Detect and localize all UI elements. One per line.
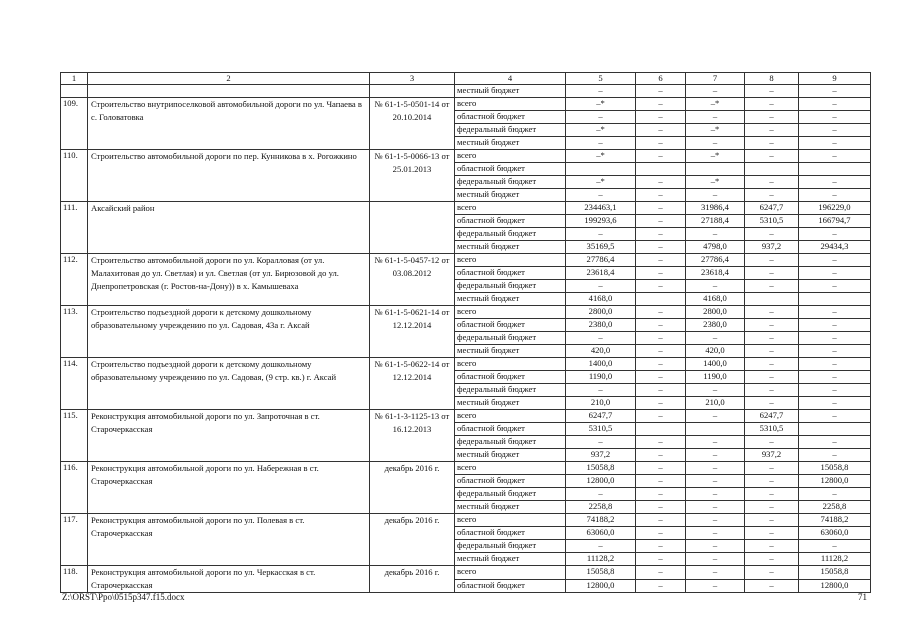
row-number-cell: 110. (61, 150, 88, 202)
value-cell: – (686, 449, 745, 462)
value-cell: 6247,7 (745, 410, 799, 423)
object-name-cell: Строительство автомобильной дороги по ул. Коралловая (от ул. Малахитовая до ул. Светлая) и ул. Светлая (от ул. Бирюзовой до ул. Днепропетровская (г. Ростов-на-Дону)) в х. Камышеваха (88, 254, 370, 306)
funding-source-cell: федеральный бюджет (455, 332, 566, 345)
funding-source-cell: федеральный бюджет (455, 280, 566, 293)
value-cell: – (745, 527, 799, 540)
value-cell: – (745, 267, 799, 280)
funding-source-cell: федеральный бюджет (455, 436, 566, 449)
funding-source-cell: областной бюджет (455, 527, 566, 540)
funding-source-cell: местный бюджет (455, 397, 566, 410)
value-cell: – (799, 436, 871, 449)
funding-source-cell: местный бюджет (455, 85, 566, 98)
value-cell: –* (566, 176, 636, 189)
value-cell: 15058,8 (566, 566, 636, 580)
value-cell: – (636, 189, 686, 202)
value-cell: 937,2 (745, 449, 799, 462)
value-cell: – (686, 540, 745, 553)
value-cell: –* (566, 98, 636, 111)
column-number: 6 (636, 73, 686, 85)
funding-source-cell: областной бюджет (455, 319, 566, 332)
value-cell: – (799, 358, 871, 371)
value-cell: – (636, 488, 686, 501)
column-number-row (61, 73, 871, 85)
object-name-cell: Строительство автомобильной дороги по пер. Кунникова в х. Рогожкино (88, 150, 370, 202)
value-cell: 74188,2 (566, 514, 636, 527)
value-cell: – (745, 111, 799, 124)
value-cell: –* (686, 150, 745, 163)
value-cell: – (745, 254, 799, 267)
funding-source-cell: всего (455, 462, 566, 475)
value-cell: 11128,2 (799, 553, 871, 566)
value-cell (799, 293, 871, 306)
funding-source-cell: федеральный бюджет (455, 540, 566, 553)
document-cell: декабрь 2016 г. (370, 462, 455, 514)
value-cell: 937,2 (566, 449, 636, 462)
table-row (61, 202, 871, 215)
table-row (61, 514, 871, 527)
value-cell: 210,0 (566, 397, 636, 410)
value-cell: – (745, 189, 799, 202)
value-cell: – (799, 306, 871, 319)
value-cell: 2380,0 (686, 319, 745, 332)
table-body (61, 73, 871, 593)
funding-source-cell: местный бюджет (455, 189, 566, 202)
value-cell: – (566, 384, 636, 397)
value-cell: – (686, 137, 745, 150)
value-cell: – (636, 410, 686, 423)
value-cell: 2800,0 (566, 306, 636, 319)
funding-source-cell: федеральный бюджет (455, 176, 566, 189)
document-cell: декабрь 2016 г. (370, 514, 455, 566)
value-cell: 11128,2 (566, 553, 636, 566)
value-cell: – (686, 228, 745, 241)
value-cell: –* (686, 98, 745, 111)
value-cell: – (799, 384, 871, 397)
value-cell: – (686, 579, 745, 593)
value-cell: – (745, 358, 799, 371)
value-cell: – (636, 358, 686, 371)
value-cell: – (799, 228, 871, 241)
value-cell (799, 423, 871, 436)
value-cell: – (745, 397, 799, 410)
value-cell: 29434,3 (799, 241, 871, 254)
value-cell (745, 163, 799, 176)
value-cell (799, 163, 871, 176)
value-cell: – (745, 137, 799, 150)
value-cell: – (745, 332, 799, 345)
value-cell: 6247,7 (745, 202, 799, 215)
value-cell: 196229,0 (799, 202, 871, 215)
value-cell: – (636, 384, 686, 397)
funding-source-cell: федеральный бюджет (455, 384, 566, 397)
value-cell: – (745, 150, 799, 163)
value-cell: 12800,0 (566, 475, 636, 488)
value-cell: – (686, 436, 745, 449)
value-cell: 12800,0 (799, 579, 871, 593)
value-cell: – (636, 124, 686, 137)
funding-source-cell: местный бюджет (455, 293, 566, 306)
funding-source-cell: местный бюджет (455, 449, 566, 462)
value-cell: 2380,0 (566, 319, 636, 332)
column-number: 2 (88, 73, 370, 85)
document-cell: № 61-1-5-0501-14 от 20.10.2014 (370, 98, 455, 150)
value-cell: 2258,8 (566, 501, 636, 514)
value-cell: 1400,0 (686, 358, 745, 371)
value-cell: – (636, 436, 686, 449)
value-cell: – (686, 488, 745, 501)
value-cell: 420,0 (566, 345, 636, 358)
value-cell: – (799, 85, 871, 98)
value-cell: – (799, 189, 871, 202)
value-cell: – (636, 579, 686, 593)
value-cell: 4798,0 (686, 241, 745, 254)
value-cell: – (799, 124, 871, 137)
value-cell: 12800,0 (566, 579, 636, 593)
value-cell: – (745, 566, 799, 580)
column-number: 7 (686, 73, 745, 85)
row-number-cell: 112. (61, 254, 88, 306)
row-number-cell: 116. (61, 462, 88, 514)
value-cell: – (686, 410, 745, 423)
value-cell: – (636, 553, 686, 566)
table-row (61, 566, 871, 580)
value-cell: – (799, 397, 871, 410)
value-cell: 23618,4 (566, 267, 636, 280)
value-cell: – (799, 254, 871, 267)
document-cell: декабрь 2016 г. (370, 566, 455, 593)
table-row (61, 306, 871, 319)
value-cell: – (566, 228, 636, 241)
table-row (61, 254, 871, 267)
value-cell: – (636, 449, 686, 462)
value-cell: – (799, 176, 871, 189)
value-cell: 2800,0 (686, 306, 745, 319)
value-cell: – (799, 332, 871, 345)
value-cell: – (566, 189, 636, 202)
value-cell: – (686, 527, 745, 540)
value-cell: 74188,2 (799, 514, 871, 527)
document-cell: № 61-1-3-1125-13 от 16.12.2013 (370, 410, 455, 462)
value-cell: – (686, 189, 745, 202)
value-cell: – (745, 488, 799, 501)
value-cell: 4168,0 (566, 293, 636, 306)
value-cell: – (799, 280, 871, 293)
value-cell: – (745, 98, 799, 111)
budget-table (60, 72, 871, 593)
table-row (61, 150, 871, 163)
row-number-cell: 118. (61, 566, 88, 593)
value-cell: – (636, 176, 686, 189)
value-cell: – (566, 111, 636, 124)
value-cell: 210,0 (686, 397, 745, 410)
table-row (61, 358, 871, 371)
value-cell: – (745, 462, 799, 475)
funding-source-cell: местный бюджет (455, 501, 566, 514)
value-cell: – (636, 397, 686, 410)
value-cell: – (745, 384, 799, 397)
value-cell: – (566, 488, 636, 501)
value-cell: 15058,8 (799, 566, 871, 580)
value-cell: – (686, 462, 745, 475)
value-cell: – (566, 137, 636, 150)
value-cell: 4168,0 (686, 293, 745, 306)
value-cell: – (566, 280, 636, 293)
value-cell: – (636, 254, 686, 267)
value-cell: –* (566, 150, 636, 163)
object-name-cell: Реконструкция автомобильной дороги по ул. Запроточная в ст. Старочеркасская (88, 410, 370, 462)
funding-source-cell: всего (455, 150, 566, 163)
value-cell: – (686, 566, 745, 580)
value-cell: – (745, 553, 799, 566)
object-name-cell: Строительство подъездной дороги к детскому дошкольному образовательному учреждению по ул. Садовая, (9 стр. кв.) г. Аксай (88, 358, 370, 410)
column-number: 1 (61, 73, 88, 85)
value-cell: – (745, 176, 799, 189)
value-cell: – (636, 371, 686, 384)
value-cell: – (799, 98, 871, 111)
value-cell: – (799, 150, 871, 163)
value-cell: – (636, 85, 686, 98)
value-cell: – (686, 475, 745, 488)
funding-source-cell: всего (455, 358, 566, 371)
value-cell: – (686, 553, 745, 566)
value-cell: – (799, 540, 871, 553)
value-cell: 27786,4 (686, 254, 745, 267)
funding-source-cell: местный бюджет (455, 241, 566, 254)
funding-source-cell: областной бюджет (455, 371, 566, 384)
value-cell: – (799, 410, 871, 423)
value-cell: – (686, 85, 745, 98)
page-number: 71 (858, 592, 867, 602)
value-cell: 937,2 (745, 241, 799, 254)
value-cell: – (566, 540, 636, 553)
column-number: 4 (455, 73, 566, 85)
value-cell (636, 423, 686, 436)
value-cell: – (636, 215, 686, 228)
row-number-cell: 114. (61, 358, 88, 410)
row-number-cell (61, 85, 88, 98)
value-cell: – (686, 280, 745, 293)
table-row (61, 462, 871, 475)
value-cell: – (745, 306, 799, 319)
value-cell: – (799, 449, 871, 462)
document-cell (370, 85, 455, 98)
value-cell: – (636, 111, 686, 124)
value-cell: – (636, 202, 686, 215)
value-cell: – (636, 241, 686, 254)
funding-source-cell: федеральный бюджет (455, 124, 566, 137)
footer-file-path: Z:\ORST\Ppo\0515p347.f15.docx (62, 592, 185, 602)
object-name-cell: Реконструкция автомобильной дороги по ул. Полевая в ст. Старочеркасская (88, 514, 370, 566)
value-cell (566, 163, 636, 176)
value-cell: – (686, 384, 745, 397)
funding-source-cell: областной бюджет (455, 111, 566, 124)
funding-source-cell: областной бюджет (455, 267, 566, 280)
value-cell: 1190,0 (686, 371, 745, 384)
value-cell: – (636, 527, 686, 540)
value-cell: – (686, 501, 745, 514)
value-cell: – (636, 566, 686, 580)
value-cell: – (799, 267, 871, 280)
funding-source-cell: всего (455, 98, 566, 111)
value-cell: – (745, 514, 799, 527)
value-cell: – (799, 137, 871, 150)
document-cell: № 61-1-5-0066-13 от 25.01.2013 (370, 150, 455, 202)
funding-source-cell: местный бюджет (455, 553, 566, 566)
funding-source-cell: областной бюджет (455, 579, 566, 593)
value-cell: 1400,0 (566, 358, 636, 371)
funding-source-cell: всего (455, 306, 566, 319)
row-number-cell: 109. (61, 98, 88, 150)
value-cell: 63060,0 (799, 527, 871, 540)
value-cell: 27786,4 (566, 254, 636, 267)
value-cell (636, 293, 686, 306)
value-cell: – (745, 579, 799, 593)
value-cell: – (799, 345, 871, 358)
table-row (61, 98, 871, 111)
document-cell (370, 202, 455, 254)
value-cell: 1190,0 (566, 371, 636, 384)
value-cell: 5310,5 (745, 215, 799, 228)
value-cell: – (566, 332, 636, 345)
object-name-cell: Строительство внутрипоселковой автомобильной дороги по ул. Чапаева в с. Головатовка (88, 98, 370, 150)
value-cell (636, 163, 686, 176)
value-cell: 166794,7 (799, 215, 871, 228)
column-number: 9 (799, 73, 871, 85)
value-cell: – (799, 488, 871, 501)
row-number-cell: 117. (61, 514, 88, 566)
value-cell: – (745, 228, 799, 241)
value-cell: – (636, 332, 686, 345)
row-number-cell: 113. (61, 306, 88, 358)
value-cell: 12800,0 (799, 475, 871, 488)
value-cell: – (566, 436, 636, 449)
value-cell: –* (686, 176, 745, 189)
funding-source-cell: всего (455, 254, 566, 267)
funding-source-cell: областной бюджет (455, 215, 566, 228)
value-cell: – (799, 371, 871, 384)
row-number-cell: 111. (61, 202, 88, 254)
value-cell: 15058,8 (799, 462, 871, 475)
value-cell: –* (686, 124, 745, 137)
funding-source-cell: областной бюджет (455, 163, 566, 176)
value-cell: 63060,0 (566, 527, 636, 540)
funding-source-cell: федеральный бюджет (455, 488, 566, 501)
funding-source-cell: всего (455, 202, 566, 215)
value-cell: – (636, 462, 686, 475)
value-cell: 6247,7 (566, 410, 636, 423)
funding-source-cell: всего (455, 566, 566, 580)
value-cell: – (745, 280, 799, 293)
value-cell: – (745, 85, 799, 98)
value-cell: – (745, 124, 799, 137)
value-cell: – (636, 267, 686, 280)
value-cell: – (636, 306, 686, 319)
value-cell: 2258,8 (799, 501, 871, 514)
value-cell: – (745, 475, 799, 488)
object-name-cell: Строительство подъездной дороги к детскому дошкольному образовательному учреждению по ул. Садовая, 43а г. Аксай (88, 306, 370, 358)
value-cell: 420,0 (686, 345, 745, 358)
value-cell: – (636, 137, 686, 150)
value-cell: 23618,4 (686, 267, 745, 280)
document-cell: № 61-1-5-0621-14 от 12.12.2014 (370, 306, 455, 358)
column-number: 3 (370, 73, 455, 85)
value-cell: – (799, 319, 871, 332)
value-cell: – (636, 540, 686, 553)
carry-over-row (61, 85, 871, 98)
value-cell: –* (566, 124, 636, 137)
value-cell: – (636, 228, 686, 241)
value-cell: 5310,5 (745, 423, 799, 436)
value-cell: – (636, 345, 686, 358)
document-cell: № 61-1-5-0622-14 от 12.12.2014 (370, 358, 455, 410)
funding-source-cell: местный бюджет (455, 137, 566, 150)
value-cell: – (636, 98, 686, 111)
value-cell: – (745, 436, 799, 449)
object-name-cell (88, 85, 370, 98)
object-name-cell: Реконструкция автомобильной дороги по ул. Черкасская в ст. Старочеркасская (88, 566, 370, 593)
value-cell: – (745, 319, 799, 332)
value-cell: 199293,6 (566, 215, 636, 228)
value-cell: – (636, 150, 686, 163)
value-cell: – (636, 514, 686, 527)
value-cell: – (745, 345, 799, 358)
document-cell: № 61-1-5-0457-12 от 03.08.2012 (370, 254, 455, 306)
value-cell: 35169,5 (566, 241, 636, 254)
funding-source-cell: местный бюджет (455, 345, 566, 358)
value-cell: – (686, 111, 745, 124)
funding-source-cell: областной бюджет (455, 475, 566, 488)
value-cell (745, 293, 799, 306)
value-cell: 15058,8 (566, 462, 636, 475)
value-cell: 234463,1 (566, 202, 636, 215)
value-cell: 5310,5 (566, 423, 636, 436)
value-cell: 31986,4 (686, 202, 745, 215)
value-cell: – (799, 111, 871, 124)
value-cell: – (745, 501, 799, 514)
value-cell: – (636, 280, 686, 293)
value-cell: – (636, 475, 686, 488)
object-name-cell: Аксайский район (88, 202, 370, 254)
funding-source-cell: областной бюджет (455, 423, 566, 436)
value-cell: – (686, 332, 745, 345)
object-name-cell: Реконструкция автомобильной дороги по ул. Набережная в ст. Старочеркасская (88, 462, 370, 514)
row-number-cell: 115. (61, 410, 88, 462)
funding-source-cell: всего (455, 514, 566, 527)
funding-source-cell: всего (455, 410, 566, 423)
table-row (61, 410, 871, 423)
funding-source-cell: федеральный бюджет (455, 228, 566, 241)
value-cell: – (686, 514, 745, 527)
value-cell: 27188,4 (686, 215, 745, 228)
value-cell: – (745, 540, 799, 553)
value-cell (686, 423, 745, 436)
column-number: 5 (566, 73, 636, 85)
value-cell (686, 163, 745, 176)
value-cell: – (636, 319, 686, 332)
value-cell: – (566, 85, 636, 98)
value-cell: – (636, 501, 686, 514)
value-cell: – (745, 371, 799, 384)
column-number: 8 (745, 73, 799, 85)
